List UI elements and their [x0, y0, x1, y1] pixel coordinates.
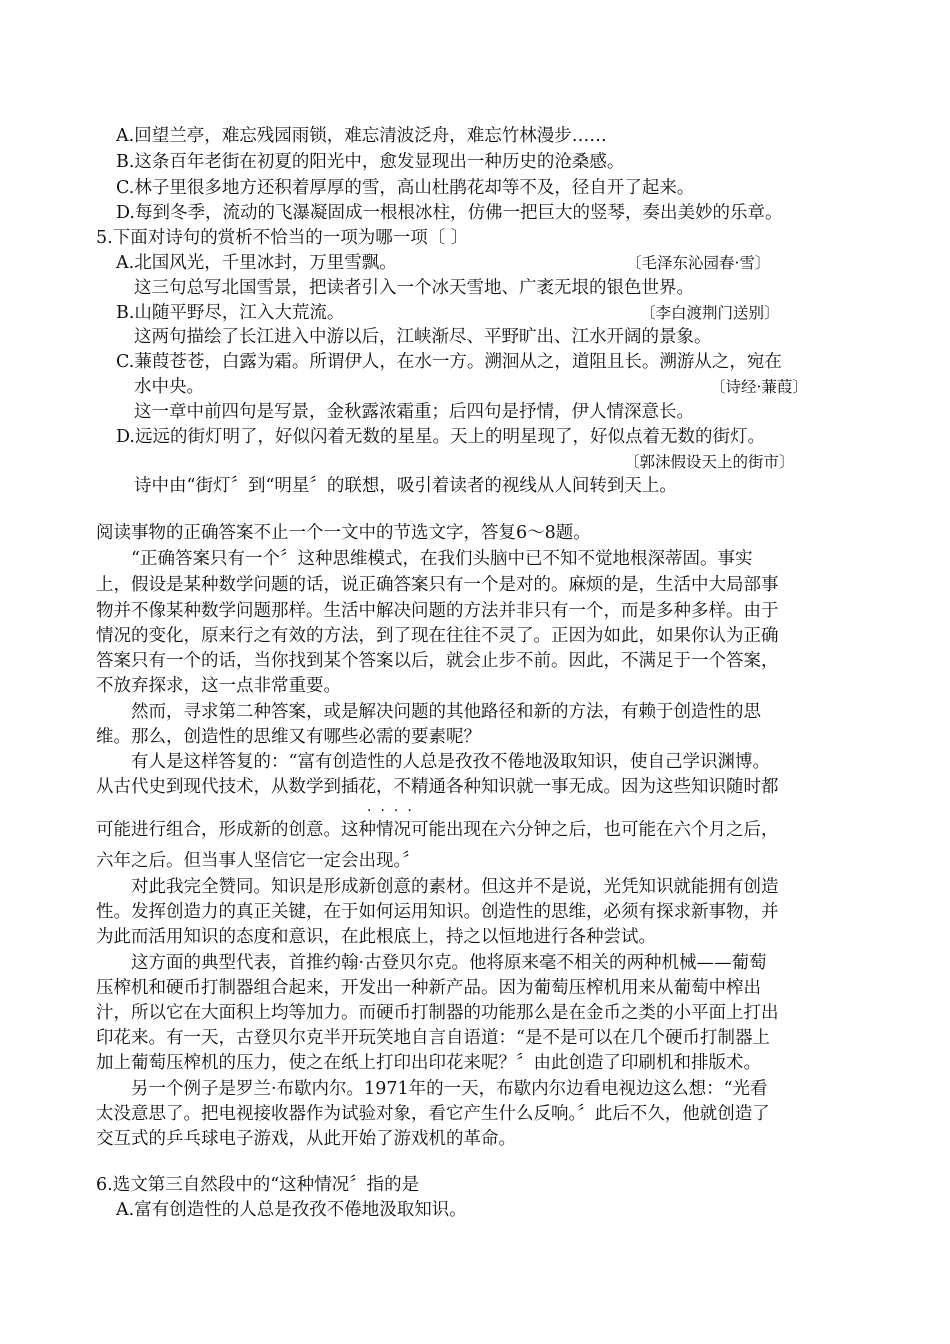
q5-option-c-text-1: C.蒹葭苍苍，白露为霜。所谓伊人，在水一方。溯洄从之，道阻且长。溯游从之，宛在	[116, 352, 782, 372]
q6-option-a: A.富有创造性的人总是孜孜不倦地汲取知识。	[116, 1200, 467, 1220]
passage-line: 不放弃探求，这一点非常重要。	[96, 676, 341, 696]
passage-line: 对此我完全赞同。知识是形成新创意的素材。但这并不是说，光凭知识就能拥有创造	[131, 877, 779, 897]
passage-line: 加上葡萄压榨机的压力，使之在纸上打印出印花来呢？〞由此创造了印刷机和排版术。	[96, 1053, 761, 1073]
q5-option-a-note: 这三句总写北国雪景，把读者引入一个冰天雪地、广袤无垠的银色世界。	[134, 278, 694, 298]
passage-line: 汁，所以它在大面积上均等加力。而硬币打制器的功能那么是在金币之类的小平面上打出	[96, 1003, 779, 1023]
q5-option-b-source: 〔李白渡荆门送别〕	[640, 304, 780, 322]
reading-intro: 阅读事物的正确答案不止一个一文中的节选文字，答复6～8题。	[96, 523, 591, 543]
passage-line: 太没意思了。把电视接收器作为试验对象，看它产生什么反响。〞此后不久，他就创造了	[96, 1104, 770, 1124]
passage-line: “正确答案只有一个〞这种思维模式，在我们头脑中已不知不觉地根深蒂固。事实	[131, 549, 753, 569]
passage-line: 物并不像某种数学问题那样。生活中解决问题的方法并非只有一个，而是多种多样。由于	[96, 601, 779, 621]
q4-option-d: D.每到冬季，流动的飞瀑凝固成一根根冰柱，仿佛一把巨大的竖琴，奏出美妙的乐章。	[116, 203, 783, 223]
q5-option-b-note: 这两句描绘了长江进入中游以后，江峡渐尽、平野旷出、江水开阔的景象。	[134, 327, 712, 347]
passage-line: 情况的变化，原来行之有效的方法，到了现在往往不灵了。正因为如此，如果你认为正确	[96, 626, 779, 646]
q5-option-d-source: 〔郭沫假设天上的街市〕	[624, 453, 795, 471]
passage-line: 从古代史到现代技术，从数学到插花，不精通各种知识就一事无成。因为这些知识随时都	[96, 777, 779, 797]
passage-line: 上，假设是某种数学问题的话，说正确答案只有一个是对的。麻烦的是，生活中大局部事	[96, 575, 779, 595]
q5-option-c-note: 这一章中前四句是写景，金秋露浓霜重；后四句是抒情，伊人情深意长。	[134, 402, 694, 422]
q4-option-a: A.回望兰亭，难忘残园雨锁，难忘清波泛舟，难忘竹林漫步……	[116, 126, 607, 146]
passage-line: 另一个例子是罗兰·布歇内尔。1971年的一天，布歇内尔边看电视边这么想：“光看	[131, 1079, 768, 1099]
passage-line: 为此而活用知识的态度和意识，在此根底上，持之以恒地进行各种尝试。	[96, 927, 656, 947]
passage-line: 维。那么，创造性的思维又有哪些必需的要素呢？	[96, 727, 481, 747]
q5-option-c-text-2: 水中央。	[134, 377, 204, 397]
passage-line: 交互式的乒乓球电子游戏，从此开始了游戏机的革命。	[96, 1129, 516, 1149]
passage-line: 压榨机和硬币打制器组合起来，开发出一种新产品。因为葡萄压榨机用来从葡萄中榨出	[96, 978, 761, 998]
q5-option-a-text: A.北国风光，千里冰封，万里雪飘。	[116, 253, 397, 273]
passage-line: 这方面的典型代表，首推约翰·古登贝尔克。他将原来毫不相关的两种机械——葡萄	[131, 953, 767, 973]
q5-option-d-text: D.远远的街灯明了，好似闪着无数的星星。天上的明星现了，好似点着无数的街灯。	[116, 427, 765, 447]
q5-option-a-source: 〔毛泽东沁园春·雪〕	[626, 254, 771, 272]
emphasis-dots: ····	[367, 803, 421, 819]
passage-line: 六年之后。但当事人坚信它一定会出现。〞	[96, 851, 420, 871]
q5-option-c-source: 〔诗经·蒹葭〕	[710, 378, 808, 396]
passage-line: 性。发挥创造力的真正关键，在于如何运用知识。创造性的思维，必须有探求新事物，并	[96, 902, 779, 922]
q5-question: 5.下面对诗句的赏析不恰当的一项为哪一项〔 〕	[96, 228, 469, 248]
q5-option-d-note: 诗中由“街灯〞到“明星〞的联想，吸引着读者的视线从人间转到天上。	[134, 476, 677, 496]
q4-option-b: B.这条百年老街在初夏的阳光中，愈发显现出一种历史的沧桑感。	[116, 152, 625, 172]
q4-option-c: C.林子里很多地方还积着厚厚的雪，高山杜鹃花却等不及，径自开了起来。	[116, 178, 695, 198]
q5-option-b-text: B.山随平野尽，江入大荒流。	[116, 303, 345, 323]
passage-line: 然而，寻求第二种答案，或是解决问题的其他路径和新的方法，有赖于创造性的思	[131, 702, 761, 722]
passage-line: 答案只有一个的话，当你找到某个答案以后，就会止步不前。因此，不满足于一个答案，	[96, 651, 779, 671]
passage-line: 有人是这样答复的：“富有创造性的人总是孜孜不倦地汲取知识，使自己学识渊博。	[131, 752, 770, 772]
passage-line: 印花来。有一天，古登贝尔克半开玩笑地自言自语道：“是不是可以在几个硬币打制器上	[96, 1028, 770, 1048]
passage-line: 可能进行组合，形成新的创意。这种情况可能出现在六分钟之后，也可能在六个月之后，	[96, 820, 779, 840]
q6-question: 6.选文第三自然段中的“这种情况〞指的是	[96, 1175, 420, 1195]
